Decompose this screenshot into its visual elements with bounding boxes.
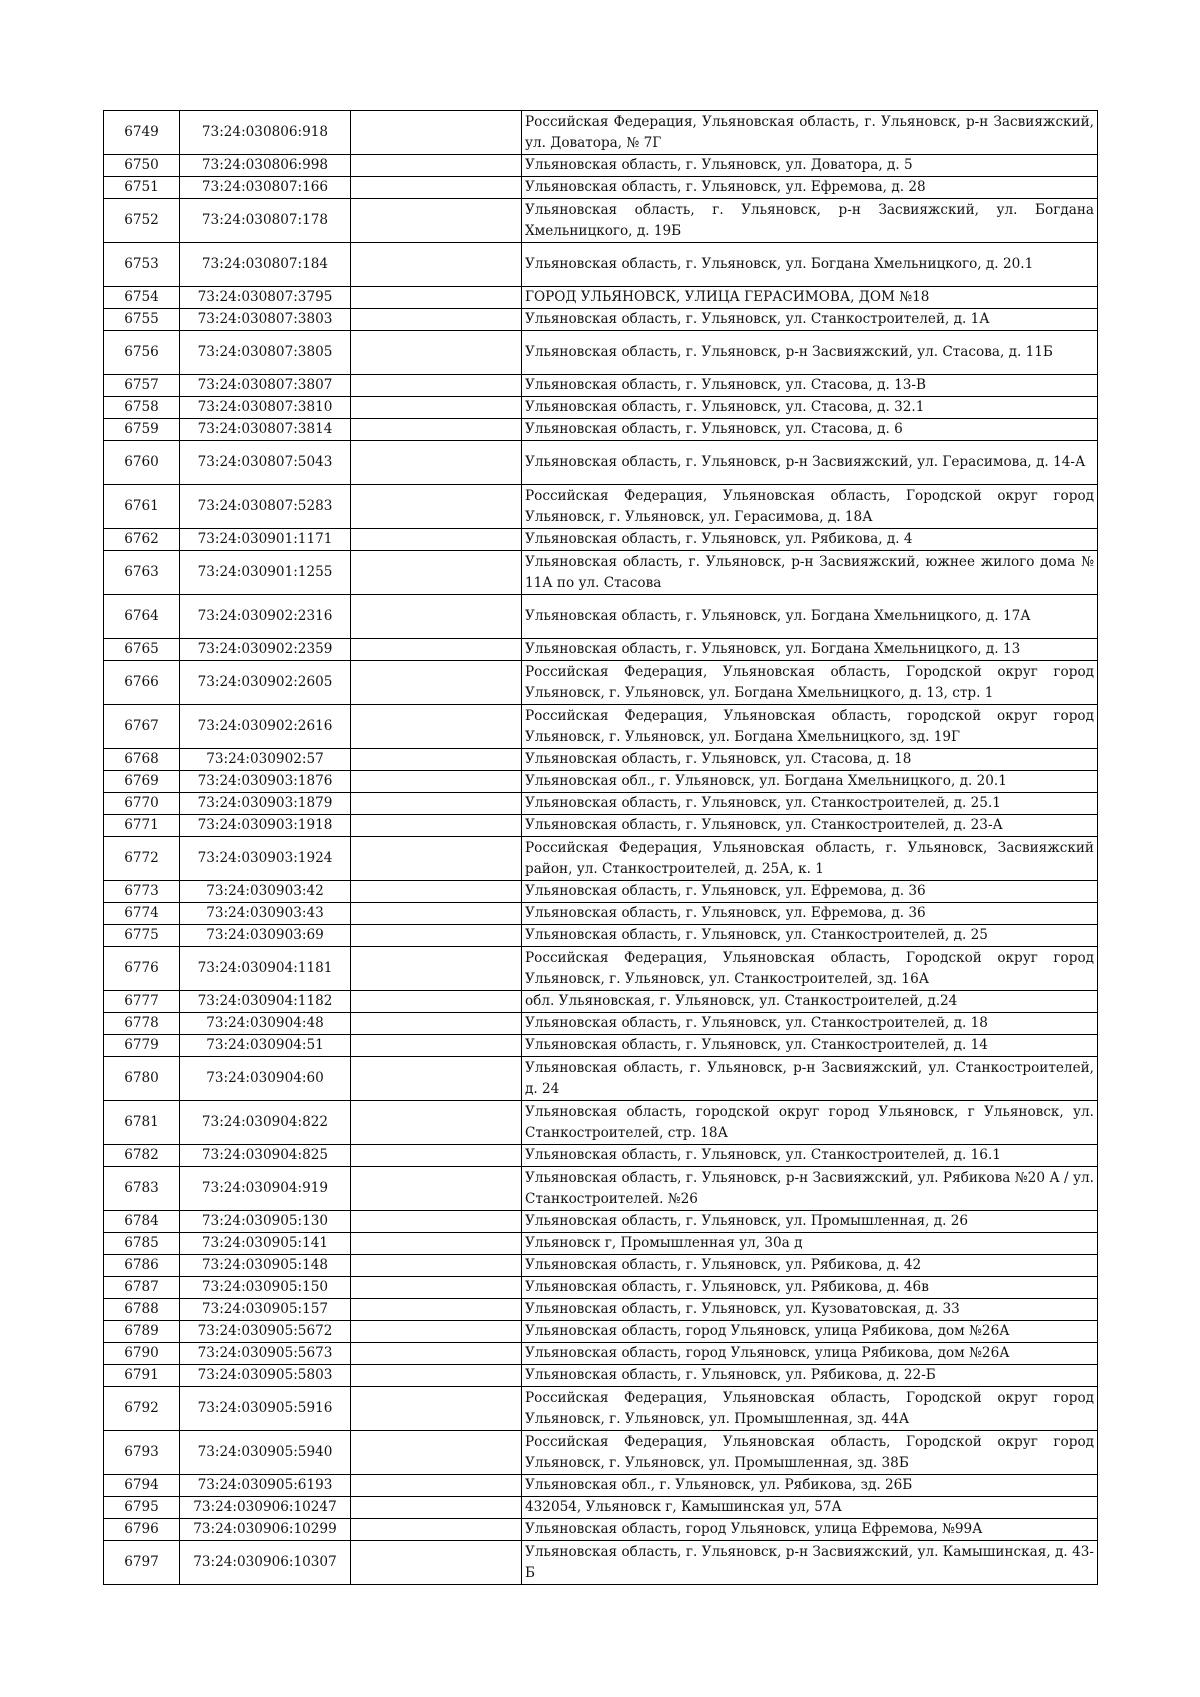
table-row [104,551,1098,595]
row-number-cell: 6766 [104,661,180,705]
cadastral-number-cell: 73:24:030903:1876 [180,771,351,793]
address-cell: Ульяновская область, г. Ульяновск, ул. Кузоватовская, д. 33 [522,1299,1098,1321]
row-number-cell: 6768 [104,749,180,771]
registry-table-body [104,111,1098,1585]
table-row [104,1167,1098,1211]
cadastral-number-cell: 73:24:030902:2605 [180,661,351,705]
cadastral-number-cell: 73:24:030807:184 [180,243,351,287]
cadastral-number-cell: 73:24:030904:51 [180,1035,351,1057]
empty-cell [351,639,522,661]
address-cell: Ульяновская область, г. Ульяновск, ул. Ефремова, д. 36 [522,903,1098,925]
table-row [104,177,1098,199]
empty-cell [351,529,522,551]
address-cell: Ульяновск г, Промышленная ул, 30а д [522,1233,1098,1255]
row-number-cell: 6777 [104,991,180,1013]
cadastral-number-cell: 73:24:030905:5916 [180,1387,351,1431]
address-cell: Ульяновская область, г. Ульяновск, ул. Рябикова, д. 22-Б [522,1365,1098,1387]
row-number-cell: 6791 [104,1365,180,1387]
cadastral-number-cell: 73:24:030904:822 [180,1101,351,1145]
cadastral-number-cell: 73:24:030905:5803 [180,1365,351,1387]
row-number-cell: 6795 [104,1497,180,1519]
table-row [104,991,1098,1013]
empty-cell [351,1431,522,1475]
empty-cell [351,815,522,837]
address-cell: Ульяновская область, г. Ульяновск, ул. Рябикова, д. 4 [522,529,1098,551]
table-row [104,749,1098,771]
empty-cell [351,111,522,155]
table-row [104,309,1098,331]
table-row [104,1365,1098,1387]
table-row [104,441,1098,485]
table-row [104,1541,1098,1585]
address-cell: Ульяновская область, г. Ульяновск, ул. Стасова, д. 13-В [522,375,1098,397]
address-cell: Ульяновская область, г. Ульяновск, ул. Рябикова, д. 46в [522,1277,1098,1299]
table-row [104,529,1098,551]
row-number-cell: 6778 [104,1013,180,1035]
row-number-cell: 6750 [104,155,180,177]
row-number-cell: 6782 [104,1145,180,1167]
address-cell: Ульяновская область, г. Ульяновск, ул. Богдана Хмельницкого, д. 13 [522,639,1098,661]
empty-cell [351,1299,522,1321]
row-number-cell: 6797 [104,1541,180,1585]
empty-cell [351,287,522,309]
empty-cell [351,1343,522,1365]
cadastral-number-cell: 73:24:030807:3803 [180,309,351,331]
address-cell: Ульяновская область, г. Ульяновск, ул. Станкостроителей, д. 25 [522,925,1098,947]
row-number-cell: 6754 [104,287,180,309]
empty-cell [351,1145,522,1167]
row-number-cell: 6753 [104,243,180,287]
row-number-cell: 6767 [104,705,180,749]
table-row [104,1321,1098,1343]
cadastral-number-cell: 73:24:030807:178 [180,199,351,243]
address-cell: Ульяновская область, г. Ульяновск, р-н Засвияжский, южнее жилого дома № 11А по ул. Стасова [522,551,1098,595]
empty-cell [351,1211,522,1233]
address-cell: Ульяновская область, г. Ульяновск, ул. Стасова, д. 18 [522,749,1098,771]
cadastral-number-cell: 73:24:030902:2616 [180,705,351,749]
row-number-cell: 6749 [104,111,180,155]
address-cell: Ульяновская обл., г. Ульяновск, ул. Богдана Хмельницкого, д. 20.1 [522,771,1098,793]
row-number-cell: 6790 [104,1343,180,1365]
table-row [104,595,1098,639]
table-row [104,837,1098,881]
row-number-cell: 6762 [104,529,180,551]
empty-cell [351,661,522,705]
empty-cell [351,793,522,815]
cadastral-number-cell: 73:24:030905:130 [180,1211,351,1233]
row-number-cell: 6752 [104,199,180,243]
table-row [104,155,1098,177]
empty-cell [351,331,522,375]
table-row [104,1035,1098,1057]
empty-cell [351,1541,522,1585]
cadastral-number-cell: 73:24:030807:5283 [180,485,351,529]
address-cell: Российская Федерация, Ульяновская область, Городской округ город Ульяновск, г. Ульяновск, ул. Герасимова, д. 18А [522,485,1098,529]
row-number-cell: 6757 [104,375,180,397]
cadastral-number-cell: 73:24:030901:1171 [180,529,351,551]
empty-cell [351,947,522,991]
table-row [104,1145,1098,1167]
cadastral-number-cell: 73:24:030906:10307 [180,1541,351,1585]
row-number-cell: 6775 [104,925,180,947]
table-row [104,1497,1098,1519]
table-row [104,639,1098,661]
table-row [104,815,1098,837]
row-number-cell: 6770 [104,793,180,815]
row-number-cell: 6776 [104,947,180,991]
row-number-cell: 6769 [104,771,180,793]
row-number-cell: 6756 [104,331,180,375]
cadastral-number-cell: 73:24:030905:148 [180,1255,351,1277]
table-row [104,925,1098,947]
address-cell: Ульяновская область, город Ульяновск, улица Ефремова, №99А [522,1519,1098,1541]
table-row [104,1519,1098,1541]
row-number-cell: 6786 [104,1255,180,1277]
address-cell: Ульяновская область, г. Ульяновск, ул. Станкостроителей, д. 1А [522,309,1098,331]
table-row [104,947,1098,991]
cadastral-number-cell: 73:24:030905:6193 [180,1475,351,1497]
cadastral-number-cell: 73:24:030904:60 [180,1057,351,1101]
row-number-cell: 6796 [104,1519,180,1541]
row-number-cell: 6765 [104,639,180,661]
cadastral-number-cell: 73:24:030905:141 [180,1233,351,1255]
table-row [104,419,1098,441]
address-cell: Российская Федерация, Ульяновская область, г. Ульяновск, Засвияжский район, ул. Станкостроителей, д. 25А, к. 1 [522,837,1098,881]
cadastral-number-cell: 73:24:030905:5673 [180,1343,351,1365]
table-row [104,331,1098,375]
address-cell: Российская Федерация, Ульяновская область, городской округ город Ульяновск, г. Ульяновск, ул. Богдана Хмельницкого, зд. 19Г [522,705,1098,749]
table-row [104,1431,1098,1475]
row-number-cell: 6758 [104,397,180,419]
address-cell: Ульяновская область, город Ульяновск, улица Рябикова, дом №26А [522,1343,1098,1365]
empty-cell [351,1519,522,1541]
cadastral-number-cell: 73:24:030903:1879 [180,793,351,815]
empty-cell [351,991,522,1013]
cadastral-number-cell: 73:24:030902:2316 [180,595,351,639]
address-cell: Российская Федерация, Ульяновская область, г. Ульяновск, р-н Засвияжский, ул. Доватора, № 7Г [522,111,1098,155]
table-row [104,1475,1098,1497]
empty-cell [351,1387,522,1431]
address-cell: Ульяновская область, г. Ульяновск, ул. Стасова, д. 32.1 [522,397,1098,419]
table-row [104,375,1098,397]
empty-cell [351,155,522,177]
address-cell: Ульяновская область, г. Ульяновск, р-н Засвияжский, ул. Герасимова, д. 14-А [522,441,1098,485]
table-row [104,199,1098,243]
empty-cell [351,881,522,903]
address-cell: Российская Федерация, Ульяновская область, Городской округ город Ульяновск, г. Ульяновск, ул. Промышленная, зд. 44А [522,1387,1098,1431]
address-cell: Ульяновская область, г. Ульяновск, ул. Богдана Хмельницкого, д. 20.1 [522,243,1098,287]
table-row [104,397,1098,419]
empty-cell [351,1057,522,1101]
row-number-cell: 6773 [104,881,180,903]
table-row [104,1299,1098,1321]
table-row [104,771,1098,793]
table-row [104,1101,1098,1145]
empty-cell [351,903,522,925]
address-cell: Ульяновская область, г. Ульяновск, ул. Станкостроителей, д. 23-А [522,815,1098,837]
cadastral-number-cell: 73:24:030807:3807 [180,375,351,397]
empty-cell [351,419,522,441]
cadastral-number-cell: 73:24:030903:42 [180,881,351,903]
row-number-cell: 6792 [104,1387,180,1431]
table-row [104,1343,1098,1365]
cadastral-number-cell: 73:24:030904:1181 [180,947,351,991]
cadastral-number-cell: 73:24:030807:3795 [180,287,351,309]
row-number-cell: 6781 [104,1101,180,1145]
address-cell: Ульяновская область, г. Ульяновск, р-н Засвияжский, ул. Станкостроителей, д. 24 [522,1057,1098,1101]
cadastral-number-cell: 73:24:030903:43 [180,903,351,925]
table-row [104,1255,1098,1277]
empty-cell [351,1233,522,1255]
address-cell: Ульяновская область, г. Ульяновск, р-н Засвияжский, ул. Стасова, д. 11Б [522,331,1098,375]
table-row [104,1277,1098,1299]
cadastral-number-cell: 73:24:030905:150 [180,1277,351,1299]
address-cell: Российская Федерация, Ульяновская область, Городской округ город Ульяновск, г. Ульяновск, ул. Станкостроителей, зд. 16А [522,947,1098,991]
address-cell: ГОРОД УЛЬЯНОВСК, УЛИЦА ГЕРАСИМОВА, ДОМ №18 [522,287,1098,309]
table-row [104,661,1098,705]
row-number-cell: 6751 [104,177,180,199]
empty-cell [351,397,522,419]
empty-cell [351,1167,522,1211]
cadastral-number-cell: 73:24:030905:5940 [180,1431,351,1475]
row-number-cell: 6788 [104,1299,180,1321]
empty-cell [351,1255,522,1277]
empty-cell [351,1365,522,1387]
empty-cell [351,1475,522,1497]
cadastral-number-cell: 73:24:030902:2359 [180,639,351,661]
empty-cell [351,705,522,749]
table-row [104,485,1098,529]
cadastral-number-cell: 73:24:030807:5043 [180,441,351,485]
address-cell: Ульяновская область, г. Ульяновск, ул. Ефремова, д. 36 [522,881,1098,903]
address-cell: Ульяновская область, г. Ульяновск, ул. Стасова, д. 6 [522,419,1098,441]
address-cell: Российская Федерация, Ульяновская область, Городской округ город Ульяновск, г. Ульяновск, ул. Богдана Хмельницкого, д. 13, стр. 1 [522,661,1098,705]
empty-cell [351,749,522,771]
table-row [104,243,1098,287]
cadastral-number-cell: 73:24:030904:919 [180,1167,351,1211]
address-cell: Ульяновская область, г. Ульяновск, ул. Станкостроителей, д. 25.1 [522,793,1098,815]
cadastral-number-cell: 73:24:030806:918 [180,111,351,155]
row-number-cell: 6793 [104,1431,180,1475]
address-cell: Ульяновская область, г. Ульяновск, ул. Доватора, д. 5 [522,155,1098,177]
table-row [104,705,1098,749]
empty-cell [351,1497,522,1519]
empty-cell [351,1035,522,1057]
cadastral-number-cell: 73:24:030807:3814 [180,419,351,441]
table-row [104,287,1098,309]
address-cell: Ульяновская область, г. Ульяновск, ул. Станкостроителей, д. 16.1 [522,1145,1098,1167]
empty-cell [351,1101,522,1145]
empty-cell [351,309,522,331]
address-cell: Ульяновская область, город Ульяновск, улица Рябикова, дом №26А [522,1321,1098,1343]
registry-table [103,110,1098,1585]
address-cell: обл. Ульяновская, г. Ульяновск, ул. Станкостроителей, д.24 [522,991,1098,1013]
row-number-cell: 6774 [104,903,180,925]
empty-cell [351,485,522,529]
cadastral-number-cell: 73:24:030806:998 [180,155,351,177]
address-cell: Ульяновская область, г. Ульяновск, ул. Ефремова, д. 28 [522,177,1098,199]
empty-cell [351,199,522,243]
row-number-cell: 6789 [104,1321,180,1343]
cadastral-number-cell: 73:24:030906:10247 [180,1497,351,1519]
row-number-cell: 6785 [104,1233,180,1255]
address-cell: Ульяновская область, г. Ульяновск, ул. Рябикова, д. 42 [522,1255,1098,1277]
row-number-cell: 6787 [104,1277,180,1299]
row-number-cell: 6783 [104,1167,180,1211]
address-cell: Ульяновская обл., г. Ульяновск, ул. Рябикова, зд. 26Б [522,1475,1098,1497]
table-row [104,793,1098,815]
cadastral-number-cell: 73:24:030807:3805 [180,331,351,375]
address-cell: Ульяновская область, г. Ульяновск, ул. Промышленная, д. 26 [522,1211,1098,1233]
row-number-cell: 6763 [104,551,180,595]
address-cell: 432054, Ульяновск г, Камышинская ул, 57А [522,1497,1098,1519]
address-cell: Ульяновская область, г. Ульяновск, р-н Засвияжский, ул. Богдана Хмельницкого, д. 19Б [522,199,1098,243]
address-cell: Российская Федерация, Ульяновская область, Городской округ город Ульяновск, г. Ульяновск, ул. Промышленная, зд. 38Б [522,1431,1098,1475]
empty-cell [351,1321,522,1343]
row-number-cell: 6784 [104,1211,180,1233]
row-number-cell: 6771 [104,815,180,837]
address-cell: Ульяновская область, г. Ульяновск, р-н Засвияжский, ул. Рябикова №20 А / ул. Станкостроителей. №26 [522,1167,1098,1211]
row-number-cell: 6764 [104,595,180,639]
address-cell: Ульяновская область, городской округ город Ульяновск, г Ульяновск, ул. Станкостроителей, стр. 18А [522,1101,1098,1145]
address-cell: Ульяновская область, г. Ульяновск, ул. Станкостроителей, д. 14 [522,1035,1098,1057]
row-number-cell: 6761 [104,485,180,529]
cadastral-number-cell: 73:24:030904:1182 [180,991,351,1013]
cadastral-number-cell: 73:24:030904:825 [180,1145,351,1167]
table-row [104,1387,1098,1431]
table-row [104,903,1098,925]
row-number-cell: 6760 [104,441,180,485]
address-cell: Ульяновская область, г. Ульяновск, ул. Богдана Хмельницкого, д. 17А [522,595,1098,639]
row-number-cell: 6780 [104,1057,180,1101]
empty-cell [351,1277,522,1299]
empty-cell [351,1013,522,1035]
empty-cell [351,243,522,287]
row-number-cell: 6779 [104,1035,180,1057]
empty-cell [351,177,522,199]
row-number-cell: 6759 [104,419,180,441]
table-row [104,1057,1098,1101]
cadastral-number-cell: 73:24:030902:57 [180,749,351,771]
table-row [104,1013,1098,1035]
cadastral-number-cell: 73:24:030903:69 [180,925,351,947]
cadastral-number-cell: 73:24:030905:157 [180,1299,351,1321]
cadastral-number-cell: 73:24:030807:166 [180,177,351,199]
cadastral-number-cell: 73:24:030807:3810 [180,397,351,419]
address-cell: Ульяновская область, г. Ульяновск, р-н Засвияжский, ул. Камышинская, д. 43-Б [522,1541,1098,1585]
empty-cell [351,595,522,639]
row-number-cell: 6772 [104,837,180,881]
empty-cell [351,441,522,485]
row-number-cell: 6794 [104,1475,180,1497]
cadastral-number-cell: 73:24:030903:1918 [180,815,351,837]
cadastral-number-cell: 73:24:030905:5672 [180,1321,351,1343]
address-cell: Ульяновская область, г. Ульяновск, ул. Станкостроителей, д. 18 [522,1013,1098,1035]
table-row [104,1233,1098,1255]
table-row [104,111,1098,155]
cadastral-number-cell: 73:24:030901:1255 [180,551,351,595]
table-row [104,881,1098,903]
cadastral-number-cell: 73:24:030906:10299 [180,1519,351,1541]
empty-cell [351,375,522,397]
row-number-cell: 6755 [104,309,180,331]
empty-cell [351,771,522,793]
table-row [104,1211,1098,1233]
cadastral-number-cell: 73:24:030903:1924 [180,837,351,881]
empty-cell [351,925,522,947]
empty-cell [351,551,522,595]
cadastral-number-cell: 73:24:030904:48 [180,1013,351,1035]
empty-cell [351,837,522,881]
